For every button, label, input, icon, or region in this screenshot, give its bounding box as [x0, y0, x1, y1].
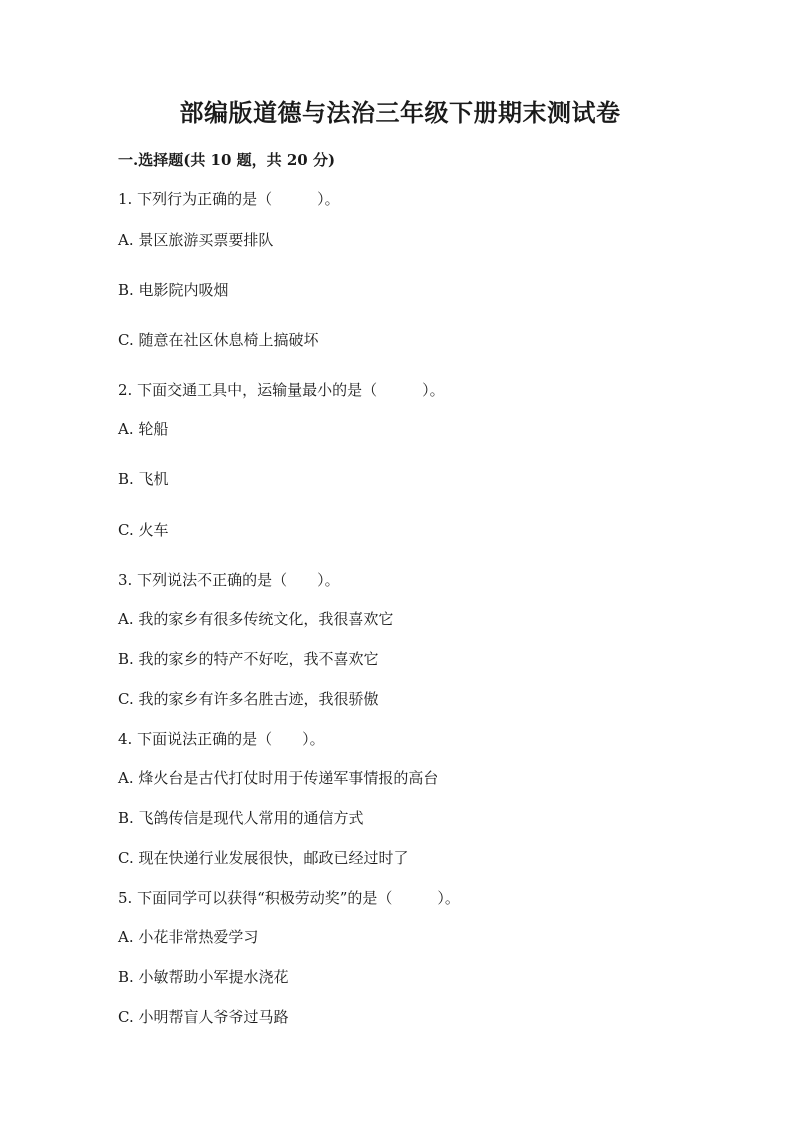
question-5-option-c: C. 小明帮盲人爷爷过马路 — [118, 1008, 289, 1026]
page-title: 部编版道德与法治三年级下册期末测试卷 — [179, 98, 621, 127]
question-2-option-c: C. 火车 — [118, 521, 169, 539]
question-2-option-b: B. 飞机 — [118, 470, 169, 488]
question-1-option-a: A. 景区旅游买票要排队 — [118, 231, 274, 249]
question-1-option-b: B. 电影院内吸烟 — [118, 281, 229, 299]
question-1-option-c: C. 随意在社区休息椅上搞破坏 — [118, 331, 319, 349]
question-2-stem: 2. 下面交通工具中，运输量最小的是（ ）。 — [118, 381, 445, 399]
section-heading: 一.选择题(共 10 题，共 20 分) — [118, 151, 336, 169]
question-2-option-a: A. 轮船 — [118, 420, 169, 438]
question-3-stem: 3. 下列说法不正确的是（ ）。 — [118, 571, 340, 589]
question-5-option-a: A. 小花非常热爱学习 — [118, 928, 259, 946]
question-5-stem: 5. 下面同学可以获得“积极劳动奖”的是（ ）。 — [118, 889, 460, 907]
question-4-option-b: B. 飞鸽传信是现代人常用的通信方式 — [118, 809, 364, 827]
question-3-option-c: C. 我的家乡有许多名胜古迹，我很骄傲 — [118, 690, 379, 708]
question-1-stem: 1. 下列行为正确的是（ ）。 — [118, 190, 340, 208]
question-3-option-b: B. 我的家乡的特产不好吃，我不喜欢它 — [118, 650, 379, 668]
question-3-option-a: A. 我的家乡有很多传统文化，我很喜欢它 — [118, 610, 394, 628]
question-4-option-a: A. 烽火台是古代打仗时用于传递军事情报的高台 — [118, 769, 439, 787]
question-4-stem: 4. 下面说法正确的是（ ）。 — [118, 730, 325, 748]
question-4-option-c: C. 现在快递行业发展很快，邮政已经过时了 — [118, 849, 409, 867]
question-5-option-b: B. 小敏帮助小军提水浇花 — [118, 968, 289, 986]
